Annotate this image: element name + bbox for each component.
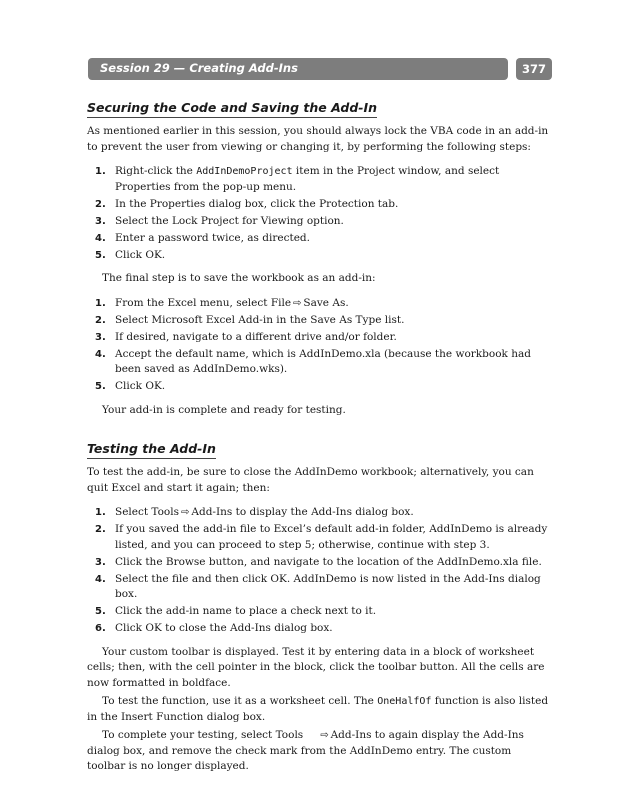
test-steps-list <box>87 505 549 637</box>
page-number: 377 <box>516 58 552 80</box>
list-item: 4. Select the file and then click OK. AddInDemo is now listed in the Add-Ins dialog box. <box>95 572 541 600</box>
complete-text: Your add-in is complete and ready for testing. <box>102 403 346 416</box>
code-text: AddInDemoProject <box>196 166 293 177</box>
list-item: 3. If desired, navigate to a different drive and/or folder. <box>95 330 397 343</box>
list-item: 4. Enter a password twice, as directed. <box>95 231 310 244</box>
final-step-text: The final step is to save the workbook as an add-in: <box>102 272 376 284</box>
list-item: 5. Click the add-in name to place a check next to it. <box>95 605 377 617</box>
lock-steps-list <box>87 164 549 263</box>
section-intro: As mentioned earlier in this session, you should always lock the VBA code in an add-in to prevent the user from viewing or changing it, by performing the following steps: <box>87 125 549 153</box>
section-heading: Testing the Add-In <box>87 441 216 459</box>
list-item: 3. Click the Browse button, and navigate to the location of the AddInDemo.xla file. <box>95 555 542 568</box>
list-item: 3. Select the Lock Project for Viewing option. <box>95 214 344 227</box>
list-item: 6. Click OK to close the Add-Ins dialog box. <box>95 622 333 634</box>
list-item: 4. Accept the default name, which is AddInDemo.xla (because the workbook had been saved as AddInDemo.wks). <box>95 347 531 375</box>
body-paragraph: To complete your testing, select Tools ⇨ Add-Ins to again display the Add-Ins dialog box, and remove the check mark from the AddInDemo entry. The custom toolbar is no longer displayed. <box>87 729 524 772</box>
menu-arrow-icon: ⇨ <box>293 297 302 309</box>
list-item: 5. Click OK. <box>95 248 166 261</box>
section-heading: Securing the Code and Saving the Add-In <box>87 100 377 118</box>
list-item: 1. Select Tools ⇨ Add-Ins to display the Add-Ins dialog box. <box>87 505 549 521</box>
list-item: 2. If you saved the add-in file to Excel’s default add-in folder, AddInDemo is already listed, and you can proceed to step 5; otherwise, continue with step 3. <box>95 523 548 551</box>
list-item: 5. Click OK. <box>95 380 166 392</box>
save-steps-list <box>87 296 549 395</box>
list-item: 2. In the Properties dialog box, click the Protection tab. <box>95 197 399 210</box>
list-item: 1. From the Excel menu, select File ⇨ Save As. <box>87 296 549 312</box>
code-text: OneHalfOf <box>377 696 432 707</box>
running-header <box>88 58 508 80</box>
body-paragraph: Your custom toolbar is displayed. Test it by entering data in a block of worksheet cells; then, with the cell pointer in the block, click the toolbar button. All the cells are now formatted in boldface. <box>87 645 545 689</box>
section-intro: To test the add-in, be sure to close the AddInDemo workbook; alternatively, you can quit Excel and start it again; then: <box>87 466 534 494</box>
header-title: Session 29 — Creating Add-Ins <box>100 61 298 75</box>
list-item: 2. Select Microsoft Excel Add-in in the Save As Type list. <box>95 313 405 326</box>
menu-arrow-icon: ⇨ <box>181 507 190 518</box>
page-content <box>87 97 549 795</box>
body-paragraph: To test the function, use it as a worksheet cell. The OneHalfOf function is also listed in the Insert Function dialog box. <box>87 695 549 723</box>
list-item: 1. Right-click the AddInDemoProject item in the Project window, and select Properties from the pop-up menu. <box>95 165 500 193</box>
section-securing <box>87 97 549 418</box>
menu-arrow-icon: ⇨ <box>320 730 329 741</box>
section-testing <box>87 438 549 775</box>
